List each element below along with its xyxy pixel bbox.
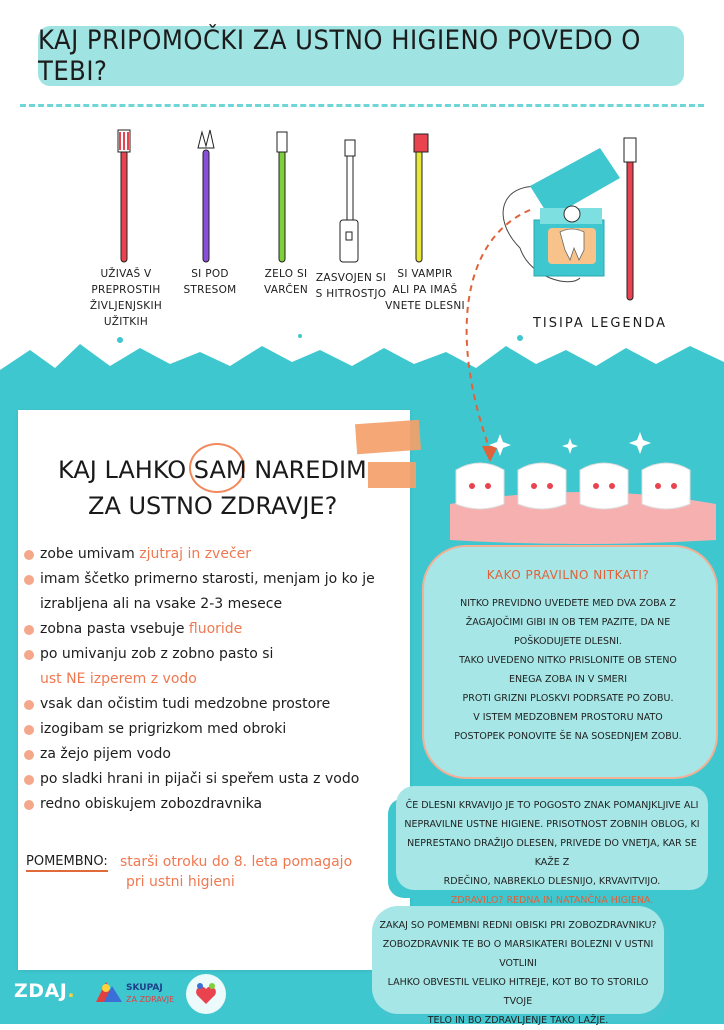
toothbrush-icon bbox=[414, 134, 428, 262]
list-item: izogibam se prigrizkom med obroki bbox=[22, 717, 404, 742]
list-item: imam ščetko primerno starosti, menjam jo ko je izrabljena ali na vsake 2-3 mesece bbox=[22, 567, 404, 617]
list-item: po umivanju zob z zobno pasto si ust NE izperem z vodo bbox=[22, 642, 404, 692]
tooth-icon bbox=[456, 463, 504, 509]
toothbrush-label: ZASVOJEN SI S HITROSTJO bbox=[315, 272, 387, 300]
toothbrush-label: ZELO SI VARČEN bbox=[263, 268, 309, 296]
important-label: POMEMBNO: bbox=[26, 854, 108, 872]
toothbrush-icon bbox=[624, 138, 636, 300]
sparkle-icon bbox=[489, 432, 651, 456]
tooth-icon bbox=[642, 463, 690, 509]
flossing-text: NITKO PREVIDNO UVEDETE MED DVA ZOBA Z ŽAGAJOČIMI GIBI IN OB TEM PAZITE, DA NE POŠKODUJETE DLESNI. TAKO UVEDENO NITKO PRISLONITE OB STENO ENEGA ZOBA IN V SMERI PROTI GRIZNI PLOSKVI PODRSATE PO ZOBU. V ISTEM MEDZOBNEM PROSTORU NATO POSTOPEK PONOVITE ŠE NA SOSEDNJEM ZOBU. bbox=[454, 598, 682, 742]
toothbrush-icon bbox=[277, 132, 287, 262]
flossing-title: KAKO PRAVILNO NITKATI? bbox=[486, 568, 650, 582]
list-item: vsak dan očistim tudi medzobne prostore bbox=[22, 692, 404, 717]
toothbrush-label: SI POD STRESOM bbox=[183, 268, 237, 296]
list-item: zobe umivam zjutraj in zvečer bbox=[22, 542, 404, 567]
list-item: za žejo pijem vodo bbox=[22, 742, 404, 767]
tooth-icon bbox=[580, 463, 628, 509]
health-center-logo bbox=[184, 972, 228, 1016]
card-title: KAJ LAHKO SAM NAREDIM ZA USTNO ZDRAVJE? bbox=[58, 456, 367, 520]
list-item: po sladki hrani in pijači si speřem usta z vodo bbox=[22, 767, 404, 792]
bleeding-gums-text: ČE DLESNI KRVAVIJO JE TO POGOSTO ZNAK POMANJKLJIVE ALI NEPRAVILNE USTNE HIGIENE. PRISOTNOST ZOBNIH OBLOG, KI NEPRESTANO DRAŽIJO DLESEN, PRIVEDE DO VNETJA, KAR SE KAŽE Z RDEČINO, NABREKLO DLESNIJO, KRVAVITVIJO. ZDRAVILO? REDNA IN NATANČNA HIGIENA. bbox=[404, 800, 700, 906]
skupaj-logo-icon bbox=[92, 978, 124, 1006]
skupaj-logo: SKUPAJ ZA ZDRAVJE bbox=[126, 983, 175, 1004]
toothbrush-label: UŽIVAŠ V PREPROSTIH ŽIVLJENJSKIH UŽITKIH bbox=[89, 268, 163, 328]
title-banner bbox=[38, 26, 684, 86]
toothbrush-label: SI VAMPIR ALI PA IMAŠ VNETE DLESNI bbox=[385, 268, 465, 312]
toothbrush-icon bbox=[118, 130, 130, 262]
list-item: zobna pasta vsebuje fluoride bbox=[22, 617, 404, 642]
toothbrush-icon bbox=[198, 130, 214, 262]
smiling-teeth-illustration bbox=[440, 430, 724, 550]
dashed-divider bbox=[20, 104, 704, 107]
legend-label: TISIPA LEGENDA bbox=[532, 316, 668, 331]
tooth-icon bbox=[518, 463, 566, 509]
toothbrush-icon bbox=[340, 140, 358, 262]
important-note: starši otroku do 8. leta pomagajo pri ustni higieni bbox=[120, 854, 353, 890]
list-item: redno obiskujem zobozdravnika bbox=[22, 792, 404, 817]
zdaj-logo: ZDAJ. bbox=[14, 980, 76, 1002]
page-title: KAJ PRIPOMOČKI ZA USTNO HIGIENO POVEDO O TEBI? bbox=[38, 25, 641, 87]
tape-decoration bbox=[355, 420, 421, 454]
dentist-visit-text: ZAKAJ SO POMEMBNI REDNI OBISKI PRI ZOBOZDRAVNIKU? ZOBOZDRAVNIK TE BO O MARSIKATERI BOLEZNI V USTNI VOTLINI LAHKO OBVESTIL VELIKO HITREJE, KOT BO TO STORILO TVOJE TELO IN BO ZDRAVLJENJE TAKO LAŽJE. bbox=[379, 920, 657, 1026]
tips-list bbox=[22, 542, 404, 817]
